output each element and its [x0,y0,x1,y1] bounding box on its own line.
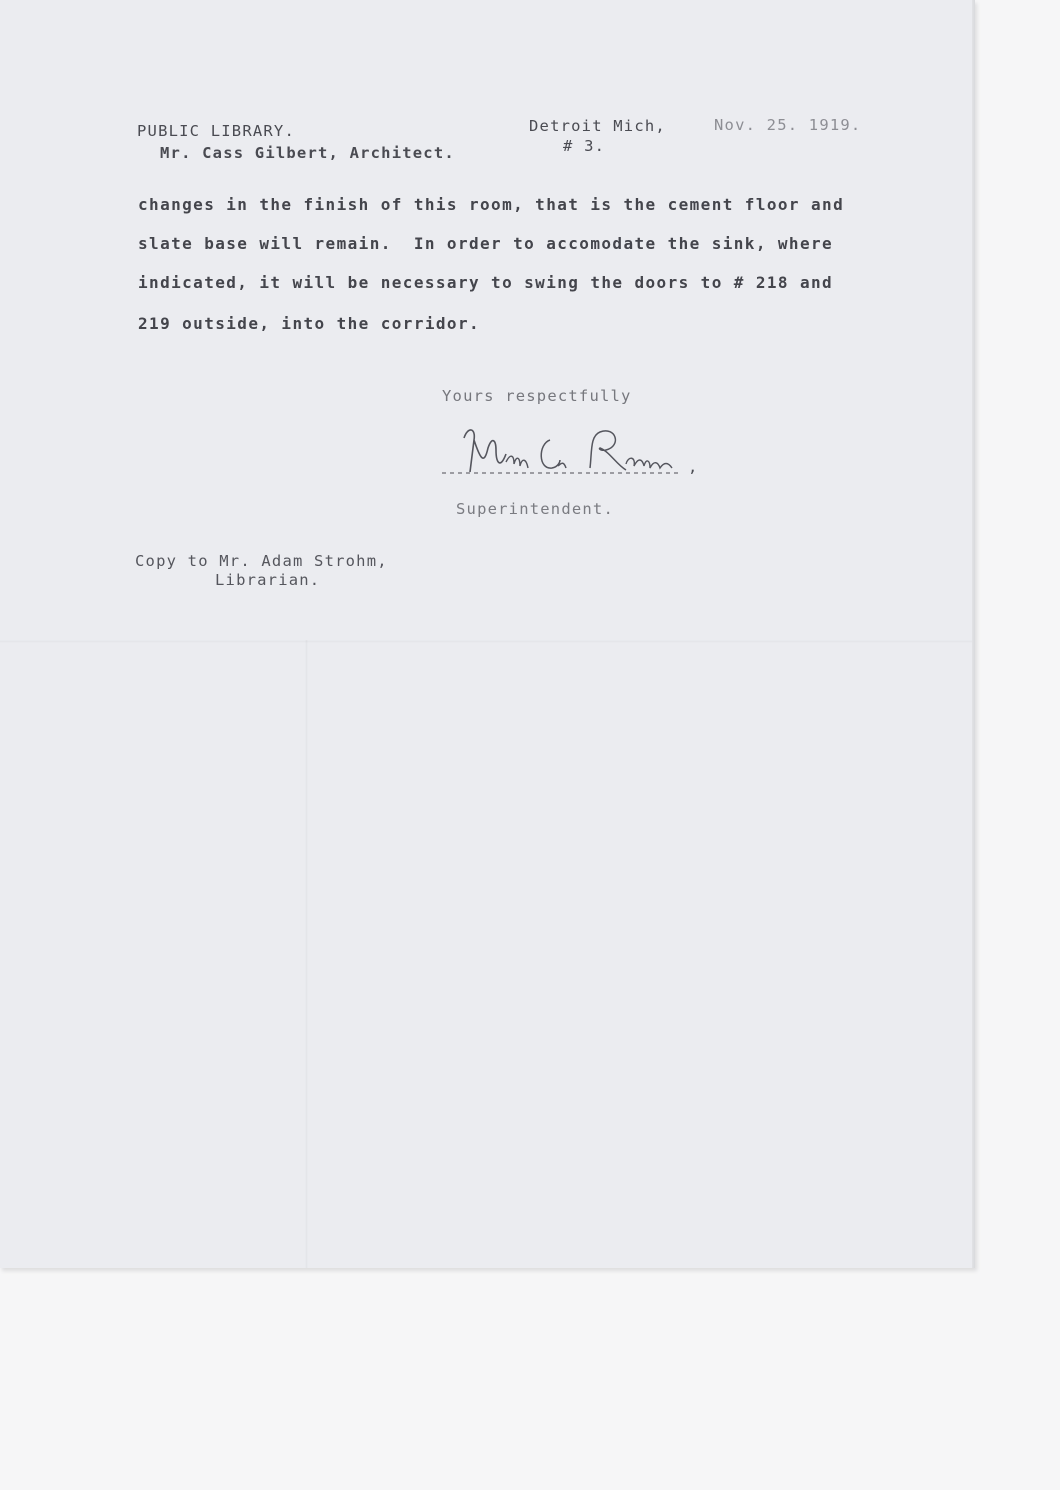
header-place: Detroit Mich, [529,117,666,135]
header-addressee: Mr. Cass Gilbert, Architect. [160,144,455,162]
closing-salutation: Yours respectfully [442,387,632,405]
handwritten-signature [440,418,710,488]
copy-note-line-1: Copy to Mr. Adam Strohm, [135,552,388,570]
header-institution: PUBLIC LIBRARY. [137,122,295,140]
signature-comma: , [688,458,699,476]
body-line-4: 219 outside, into the corridor. [138,314,481,333]
closing-title: Superintendent. [456,500,614,518]
fold-line-horizontal [0,640,975,643]
fold-line-vertical [305,640,308,1268]
body-line-3: indicated, it will be necessary to swing the doors to # 218 and [138,273,834,292]
header-date: Nov. 25. 1919. [714,116,862,134]
body-line-1: changes in the finish of this room, that is the cement floor and [138,195,845,214]
copy-note-line-2: Librarian. [215,571,321,589]
header-page-number: # 3. [563,137,606,155]
body-line-2: slate base will remain. In order to accomodate the sink, where [138,234,834,253]
